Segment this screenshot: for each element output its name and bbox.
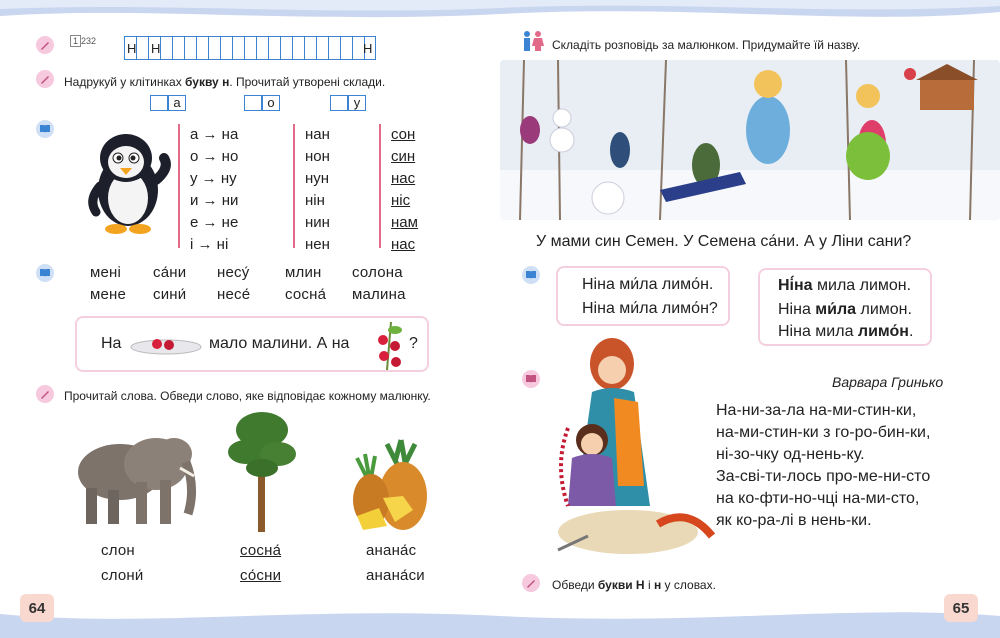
syllable: нон	[305, 148, 330, 165]
poem-line: На-ни-за-ла на-ми-стин-ки,	[716, 402, 917, 419]
page-number-left: 64	[20, 594, 54, 622]
word-option[interactable]: слон	[101, 542, 135, 559]
sentence-text: На	[101, 335, 122, 352]
word-option[interactable]: анана́с	[366, 542, 417, 559]
word: млин	[285, 264, 322, 281]
page-number-right: 65	[944, 594, 978, 622]
poem-line: ні-зо-чку од-нень-ку.	[716, 446, 865, 463]
pineapple-picture	[343, 436, 435, 536]
pencil-task-icon	[522, 574, 540, 592]
book-icon	[522, 266, 540, 284]
syllable: нан	[305, 126, 330, 143]
word: сосна́	[285, 286, 327, 303]
syllable-column-1	[190, 124, 238, 256]
pencil-task-icon	[36, 36, 54, 54]
syllable-box[interactable]: о	[244, 94, 280, 112]
copy-letter: Н	[127, 41, 137, 56]
winter-scene-illustration	[500, 60, 1000, 220]
syllable-box[interactable]: а	[150, 94, 186, 112]
syllable: нун	[305, 170, 330, 187]
sentence-box-b	[758, 268, 932, 346]
sentence-text: ?	[409, 335, 418, 352]
sentence-text: Ніна ми́ла лимо́н?	[582, 300, 718, 317]
task-instruction: Надрукуй у клітинках букву н. Прочитай утворені склади.	[64, 75, 386, 89]
syllable-column-2	[305, 124, 330, 256]
poem-line: на-ми-стин-ки з го-ро-бин-ки,	[716, 424, 931, 441]
word: мені	[90, 264, 122, 281]
word: син	[391, 148, 416, 165]
word: несу́	[217, 264, 250, 281]
word: сини́	[153, 286, 187, 303]
pine-tree-picture	[222, 408, 302, 536]
word: мене	[90, 286, 127, 303]
book-icon	[522, 370, 540, 388]
syllable: о → но	[190, 148, 239, 165]
syllable: нін	[305, 192, 325, 209]
syllable: и → ни	[190, 192, 239, 209]
syllable: у → ну	[190, 170, 237, 187]
copybook-grid[interactable]	[124, 36, 376, 60]
word-option[interactable]: со́сни	[240, 567, 282, 584]
word: солона	[352, 264, 403, 281]
pencil-task-icon	[36, 385, 54, 403]
word: малина	[352, 286, 406, 303]
task-instruction: Прочитай слова. Обведи слово, яке відповідає кожному малюнку.	[64, 389, 431, 403]
word-option[interactable]: слони́	[101, 567, 144, 584]
word: несе́	[217, 286, 251, 303]
plate-raspberries-picture	[129, 334, 203, 356]
elephant-picture	[62, 424, 204, 528]
column-arrow	[293, 124, 295, 248]
sentence-box	[75, 316, 429, 372]
word-option[interactable]: сосна́	[240, 542, 282, 559]
sentence-text: Ніна мила лимо́н.	[778, 323, 914, 340]
syllable: нин	[305, 214, 330, 231]
word: нам	[391, 214, 418, 231]
task-instruction: Складіть розповідь за малюнком. Придумайте їй назву.	[552, 38, 861, 52]
copy-letter: Н	[363, 41, 373, 56]
top-wave-decoration	[0, 0, 1000, 30]
raspberry-branch-picture	[373, 320, 407, 372]
syllable: а → на	[190, 126, 239, 143]
syllable: нен	[305, 236, 330, 253]
scene-caption: У мами син Семен. У Семена са́ни. А у Ліни сани?	[536, 233, 912, 250]
syllable-column-3	[391, 124, 418, 256]
sentence-text: мало малини. А на	[209, 335, 350, 352]
column-arrow	[178, 124, 180, 248]
word: ніс	[391, 192, 411, 209]
sentence-box-a	[556, 266, 730, 326]
syllable: е → не	[190, 214, 239, 231]
poem-line: За-сві-ти-лось про-ме-ни-сто	[716, 468, 931, 485]
pencil-task-icon	[36, 70, 54, 88]
sentence-text: Ні́на мила лимон.	[778, 277, 912, 294]
poem-line: як ко-ра-лі в нень-ки.	[716, 512, 872, 529]
word: сон	[391, 126, 416, 143]
syllable: і → ні	[190, 236, 229, 253]
word: нас	[391, 236, 416, 253]
syllable-box[interactable]: у	[330, 94, 366, 112]
word-option[interactable]: анана́си	[366, 567, 425, 584]
mother-daughter-beads-illustration	[548, 336, 718, 566]
book-icon	[36, 120, 54, 138]
bottom-wave-decoration	[0, 598, 1000, 638]
column-arrow	[379, 124, 381, 248]
people-icon	[520, 30, 546, 52]
word: са́ни	[153, 264, 187, 281]
poem-author: Варвара Гринько	[832, 374, 944, 390]
sentence-text: Ніна ми́ла лимо́н.	[582, 276, 714, 293]
word: нас	[391, 170, 416, 187]
stroke-order-hint: 1 232	[70, 36, 96, 46]
poem-line: на ко-фти-но-чці на-ми-сто,	[716, 490, 920, 507]
copy-letter: Н	[151, 41, 161, 56]
sentence-text: Ніна ми́ла лимон.	[778, 301, 912, 318]
poem	[716, 400, 930, 532]
penguin-illustration	[86, 128, 172, 236]
book-icon	[36, 264, 54, 282]
task-instruction: Обведи букви Н і н у словах.	[552, 578, 716, 592]
